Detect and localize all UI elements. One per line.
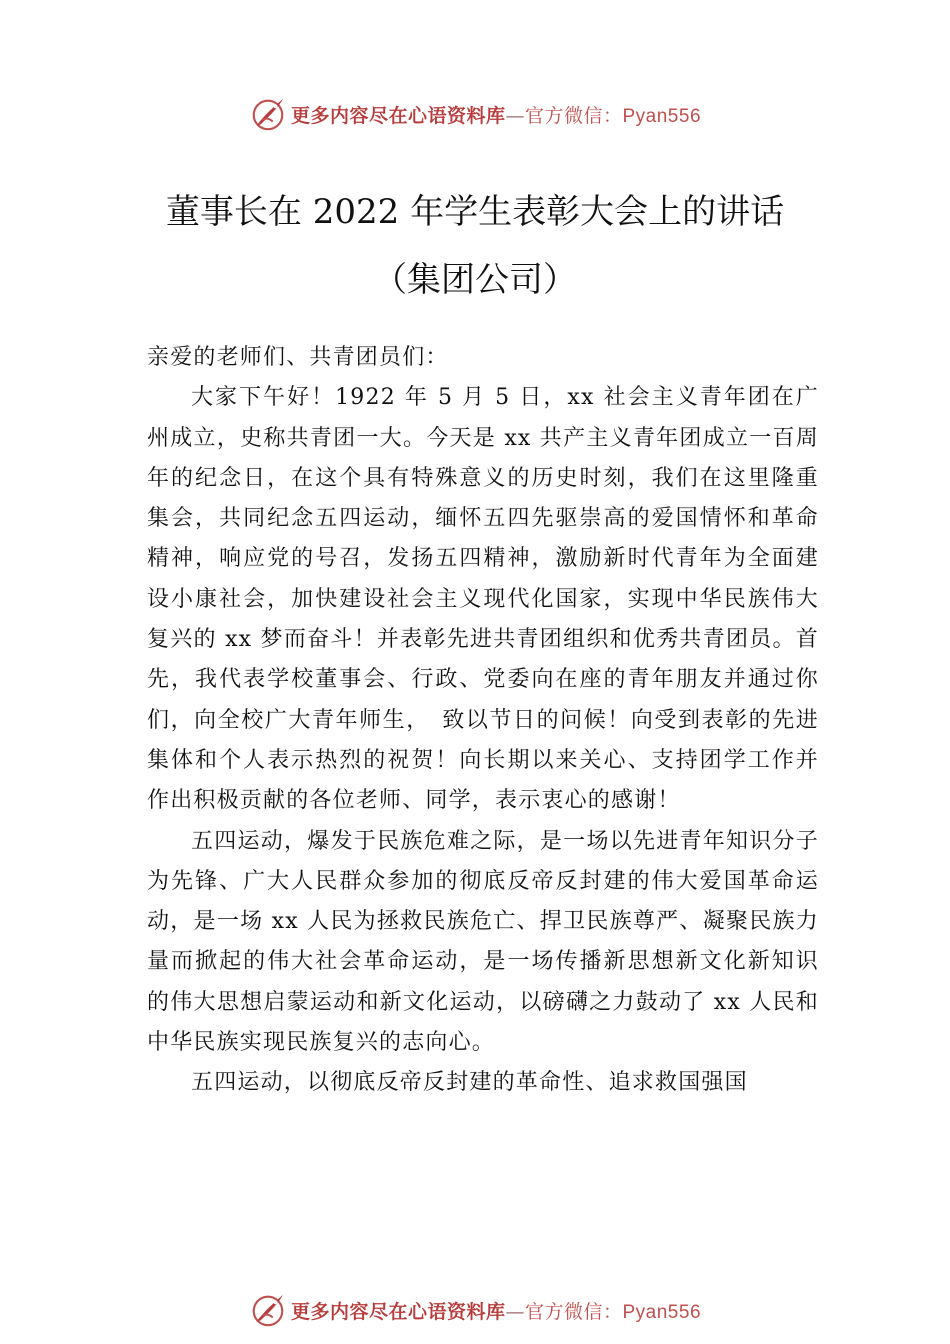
document-subtitle: （集团公司） xyxy=(373,260,577,300)
footer-brand-contact: 官方微信： xyxy=(524,1300,623,1323)
footer-wechat-id: Pyan556 xyxy=(622,1301,702,1323)
document-title: 董事长在 2022 年学生表彰大会上的讲话 xyxy=(165,192,785,232)
brush-quill-logo-icon xyxy=(249,1291,287,1329)
paragraph-1: 大家下午好！1922 年 5 月 5 日，xx 社会主义青年团在广州成立，史称共青团一大。今天是 xx 共产主义青年团成立一百周年的纪念日，在这个具有特殊意义的历史时刻，我们在这里隆重集会，共同纪念五四运动，缅怀五四先驱崇高的爱国情怀和革命精神，响应党的号召，发扬五四精神，激励新时代青年为全面建设小康社会，加快建设社会主义现代化国家，实现中华民族伟大复兴的 xx 梦而奋斗！并表彰先进共青团组织和优秀共青团员。首先，我代表学校董事会、行政、党委向在座的青年朋友并通过你们，向全校广大青年师生， 致以节日的问候！向受到表彰的先进集体和个人表示热烈的祝贺！向长期以来关心、支持团学工作并作出积极贡献的各位老师、同学，表示衷心的感谢！ xyxy=(147,385,819,814)
brush-quill-logo-icon xyxy=(249,95,287,133)
page-footer-watermark xyxy=(0,1290,950,1330)
header-brand-contact: 官方微信： xyxy=(524,104,623,127)
document-body xyxy=(147,338,819,1104)
page-header-watermark xyxy=(0,94,950,134)
header-brand-name: 更多内容尽在心语资料库 xyxy=(290,104,506,127)
header-brand-text xyxy=(291,101,701,128)
footer-brand-text xyxy=(291,1297,701,1324)
salutation: 亲爱的老师们、共青团员们： xyxy=(147,345,449,370)
paragraph-2: 五四运动，爆发于民族危难之际，是一场以先进青年知识分子为先锋、广大人民群众参加的彻底反帝反封建的伟大爱国革命运动，是一场 xx 人民为拯救民族危亡、捍卫民族尊严、凝聚民族力量而掀起的伟大社会革命运动，是一场传播新思想新文化新知识的伟大思想启蒙运动和新文化运动，以磅礴之力鼓动了 xx 人民和中华民族实现民族复兴的志向心。 xyxy=(147,828,819,1056)
paragraph-3: 五四运动，以彻底反帝反封建的革命性、追求救国强国 xyxy=(191,1070,748,1096)
header-brand-separator: — xyxy=(505,104,525,127)
footer-brand-separator: — xyxy=(505,1300,525,1323)
header-wechat-id: Pyan556 xyxy=(622,105,702,127)
footer-brand-name: 更多内容尽在心语资料库 xyxy=(290,1300,506,1323)
